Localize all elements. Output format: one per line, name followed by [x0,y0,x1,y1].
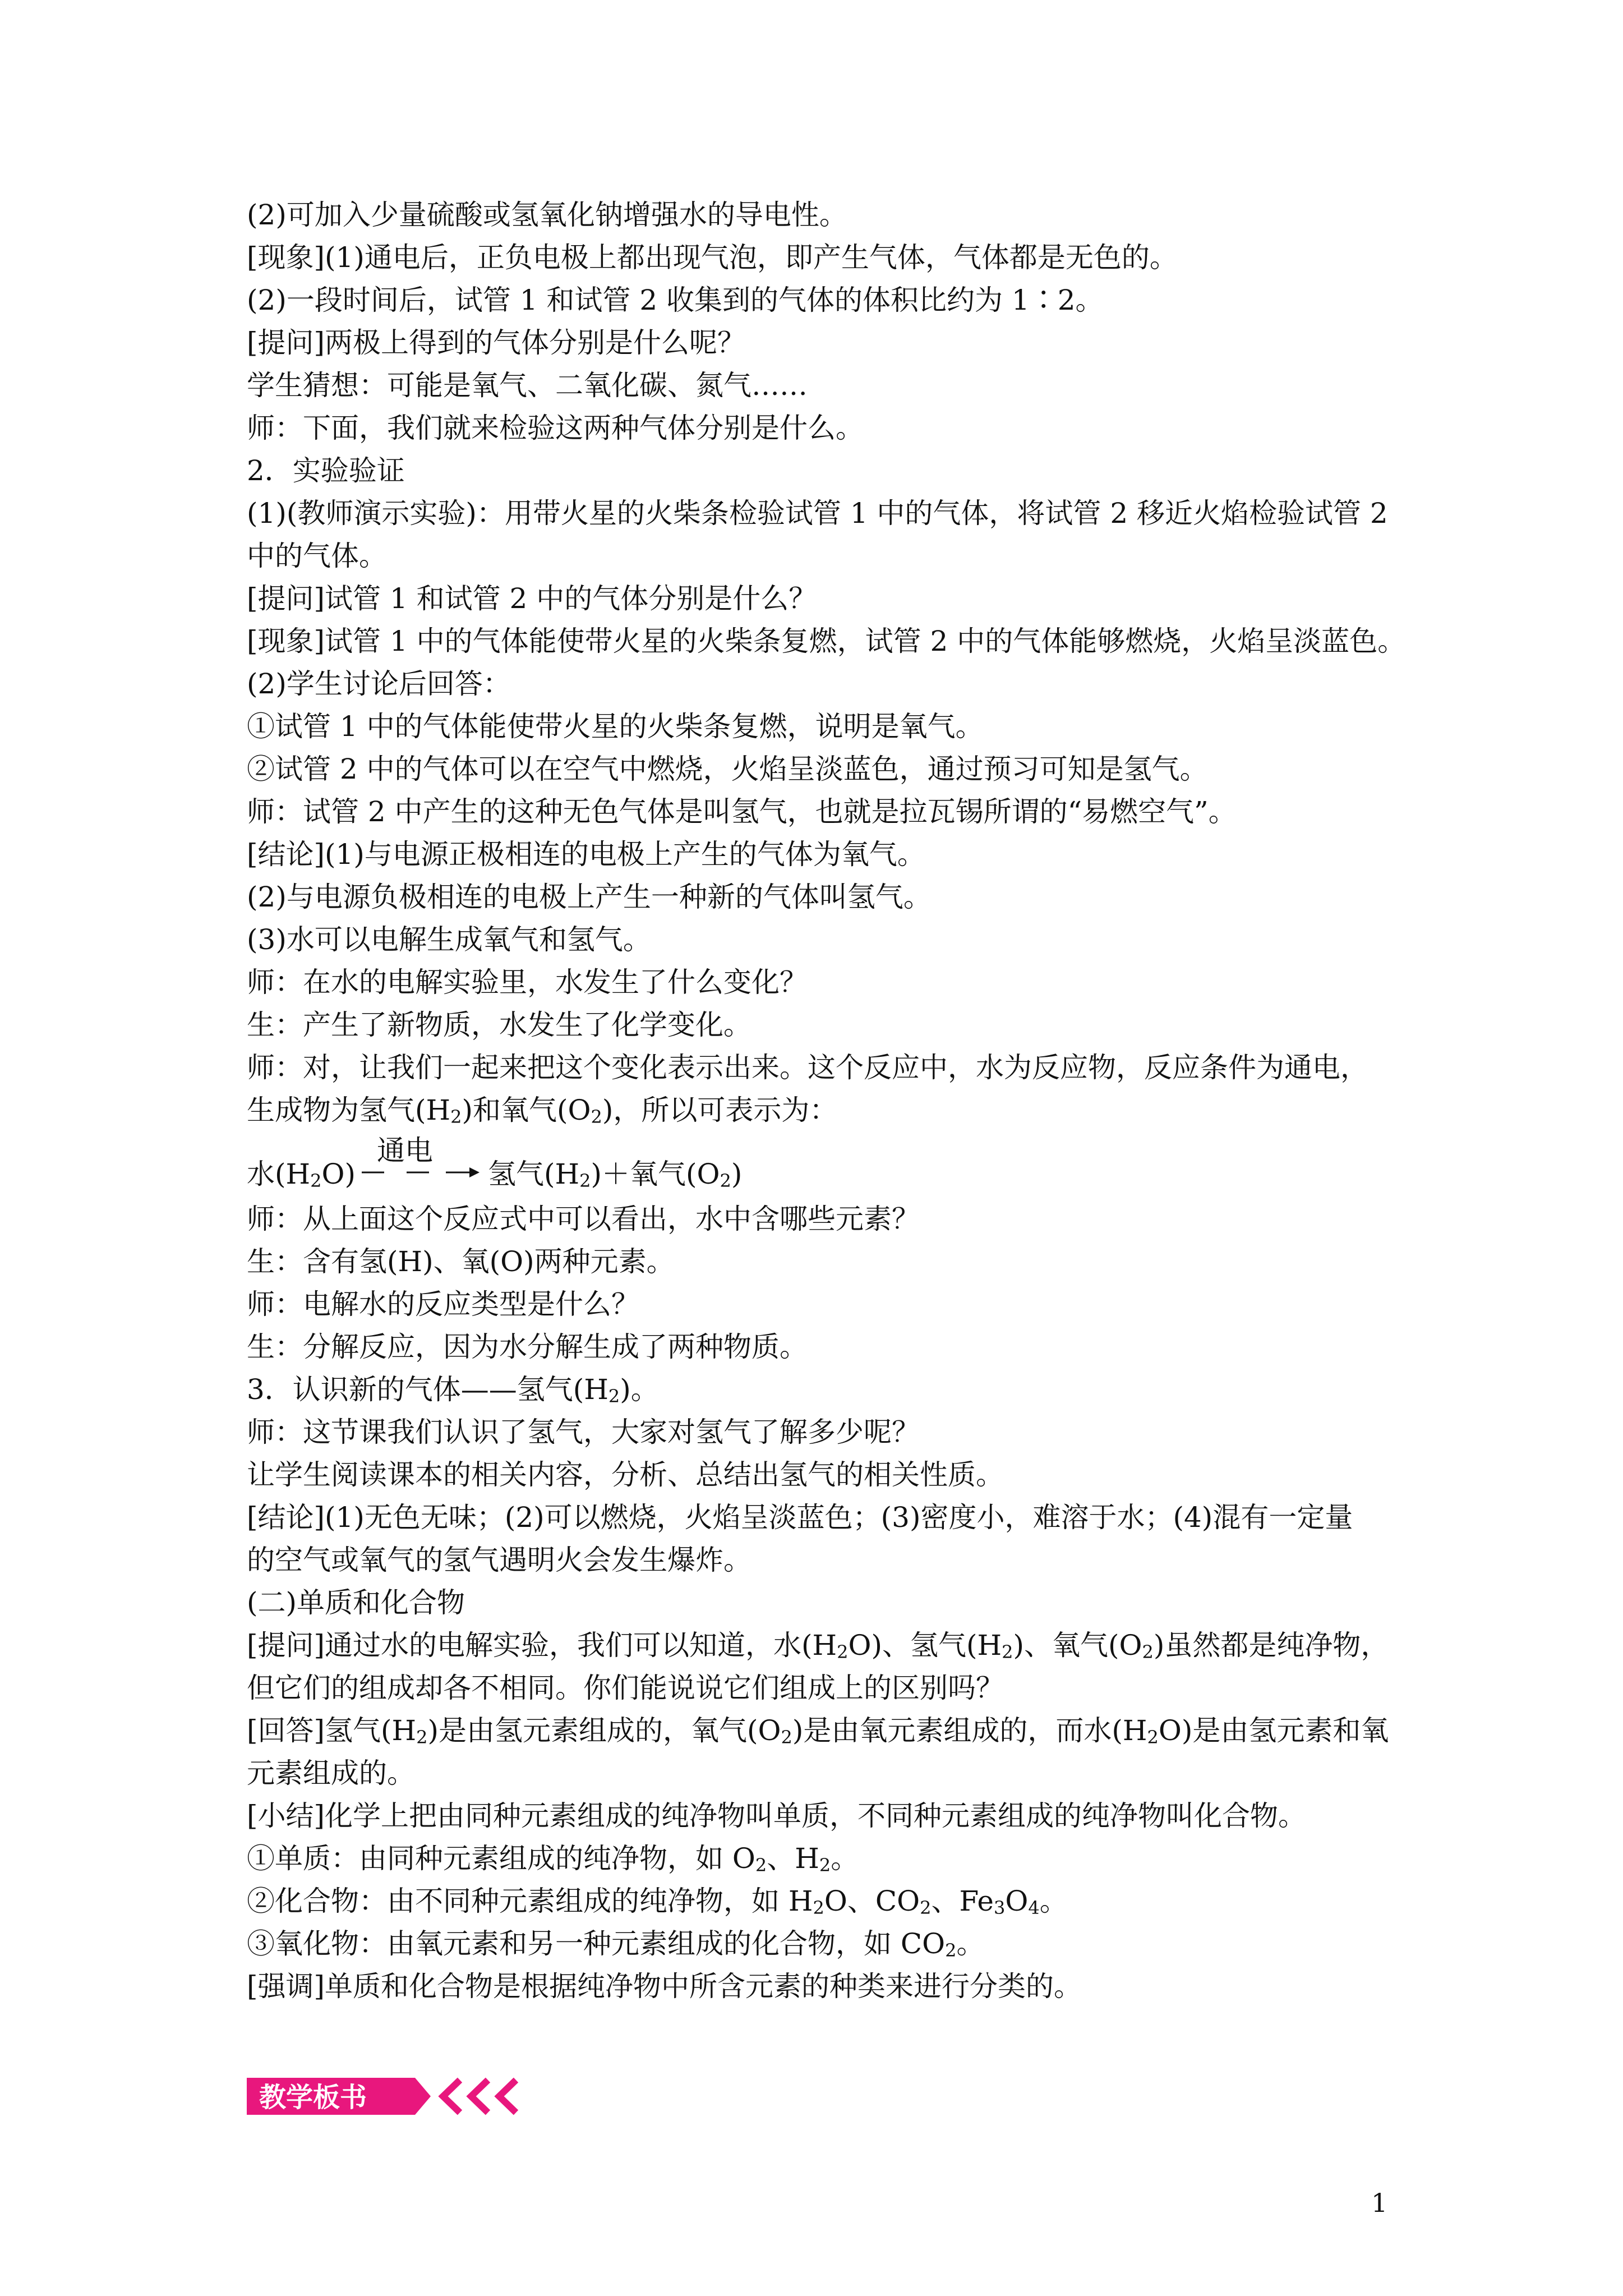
text-line: [结论](1)与电源正极相连的电极上产生的气体为氧气。 [247,838,925,871]
text-line: 师：下面，我们就来检验这两种气体分别是什么。 [247,412,864,444]
banner-label: 教学板书 [259,2082,367,2113]
text-line: (2)一段时间后，试管 1 和试管 2 收集到的气体的体积比约为 1∶2。 [247,284,1104,316]
text-line: ③氧化物：由氧元素和另一种元素组成的化合物，如 $CO_2$。 [247,1927,985,1961]
chevron-left-icon [471,2080,488,2113]
text-line: [提问]试管 1 和试管 2 中的气体分别是什么？ [247,582,817,615]
text-line: 生成物为氢气$(H_2)$和氧气$(O_2)$，所以可表示为： [247,1094,838,1128]
text-line: (3)水可以电解生成氧气和氢气。 [247,923,651,956]
text-line: (2)学生讨论后回答： [247,668,511,700]
chevron-left-icon [443,2080,460,2113]
text-line: ②试管 2 中的气体可以在空气中燃烧，火焰呈淡蓝色，通过预习可知是氢气。 [247,753,1208,785]
text-line: [提问]通过水的电解实验，我们可以知道，水$(H_2O)$、氢气$(H_2)$、氧气$(O_2)$虽然都是纯净物， [247,1629,1389,1663]
text-line: 师：从上面这个反应式中可以看出，水中含哪些元素？ [247,1203,920,1235]
page-number: 1 [1371,2188,1388,2218]
chevron-left-icon [499,2080,516,2113]
text-line: ②化合物：由不同种元素组成的纯净物，如 $H_2O$、$CO_2$、$Fe_3O_4$。 [247,1885,1068,1918]
text-line: [现象]试管 1 中的气体能使带火星的火柴条复燃，试管 2 中的气体能够燃烧，火焰呈淡蓝色。 [247,625,1406,657]
text-line: [提问]两极上得到的气体分别是什么呢？ [247,326,746,359]
text-line: [回答]氢气$(H_2)$是由氢元素组成的，氧气$(O_2)$是由氧元素组成的，而水$(H_2O)$是由氢元素和氧 [247,1714,1389,1748]
section-heading: 2．实验验证 [247,454,405,487]
text-line: 师：试管 2 中产生的这种无色气体是叫氢气，也就是拉瓦锡所谓的“易燃空气”。 [247,795,1237,828]
text-line: 师：在水的电解实验里，水发生了什么变化？ [247,966,808,999]
text-line: 但它们的组成却各不相同。你们能说说它们组成上的区别吗？ [247,1672,1004,1704]
text-line: 师：对，让我们一起来把这个变化表示出来。这个反应中，水为反应物，反应条件为通电， [247,1051,1368,1084]
text-line: 的空气或氧气的氢气遇明火会发生爆炸。 [247,1544,751,1576]
reaction-arrow [362,1164,479,1181]
text-line: ①试管 1 中的气体能使带火星的火柴条复燃，说明是氧气。 [247,710,984,743]
text-line: 生：产生了新物质，水发生了化学变化。 [247,1009,751,1041]
reaction-equation: 水$(H_2O)$ 通电 氢气$(H_2)+$氧气$(O_2)$ [247,1131,1385,1198]
section-heading: 3．认识新的气体——氢气$(H_2)$。 [247,1373,659,1407]
section-banner [247,2076,538,2117]
text-line: [结论](1)无色无味；(2)可以燃烧，火焰呈淡蓝色；(3)密度小，难溶于水；(4)混有一定量 [247,1501,1353,1534]
text-line: 生：含有氢(H)、氧(O)两种元素。 [247,1245,675,1278]
text-line: (2)与电源负极相连的电极上产生一种新的气体叫氢气。 [247,881,932,913]
text-line: [小结]化学上把由同种元素组成的纯净物叫单质，不同种元素组成的纯净物叫化合物。 [247,1800,1307,1832]
document-body [247,194,1406,2008]
text-line: 学生猜想：可能是氧气、二氧化碳、氮气…… [247,369,808,402]
text-line: [现象](1)通电后，正负电极上都出现气泡，即产生气体，气体都是无色的。 [247,241,1178,274]
text-line: [强调]单质和化合物是根据纯净物中所含元素的种类来进行分类的。 [247,1970,1082,2003]
text-line: (1)(教师演示实验)：用带火星的火柴条检验试管 1 中的气体，将试管 2 移近火焰检验试管 2 [247,497,1388,530]
section-heading: (二)单质和化合物 [247,1586,465,1619]
text-line: 师：这节课我们认识了氢气，大家对氢气了解多少呢？ [247,1416,920,1448]
text-line: 生：分解反应，因为水分解生成了两种物质。 [247,1331,808,1363]
text-line: (2)可加入少量硫酸或氢氧化钠增强水的导电性。 [247,199,847,231]
text-line: ①单质：由同种元素组成的纯净物，如 $O_2$、$H_2$。 [247,1842,859,1876]
reaction-condition: 通电 [377,1134,433,1167]
text-line: 师：电解水的反应类型是什么？ [247,1288,639,1320]
text-line: 元素组成的。 [247,1757,415,1789]
text-line: 中的气体。 [247,540,387,572]
text-line: 让学生阅读课本的相关内容，分析、总结出氢气的相关性质。 [247,1458,1004,1491]
